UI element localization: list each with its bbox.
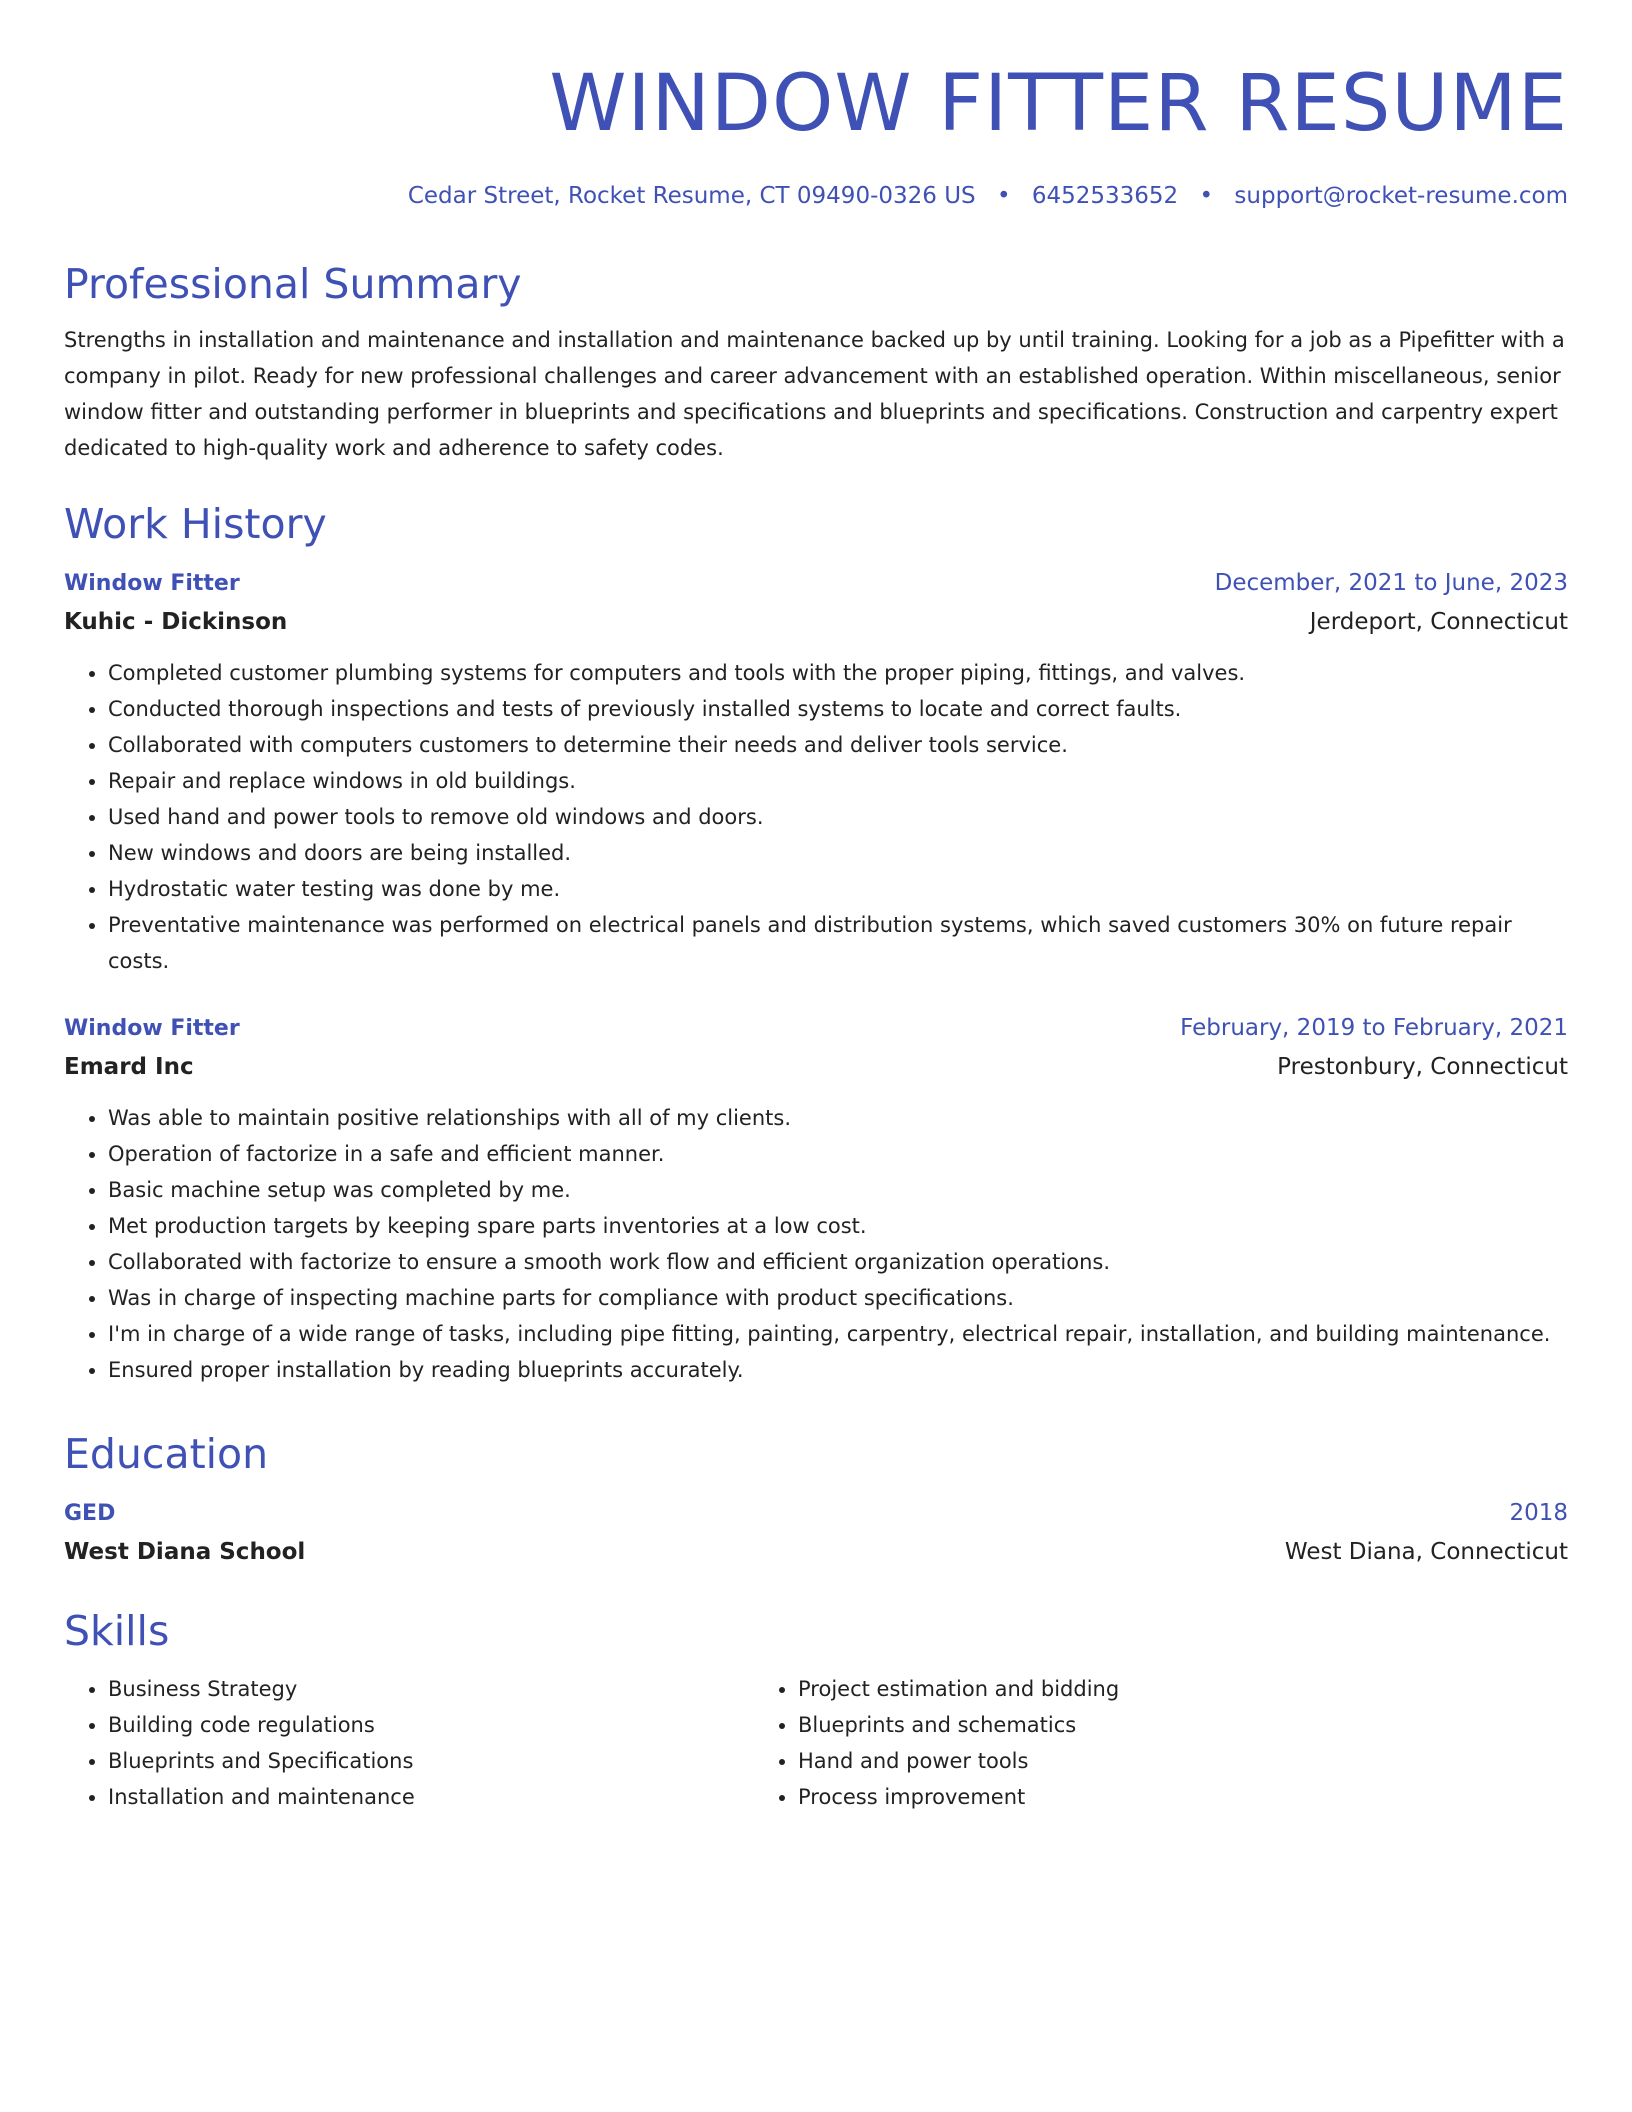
contact-separator: • (996, 183, 1011, 209)
job-bullet: • Was in charge of inspecting machine parts for compliance with product specifications. (108, 1280, 1568, 1316)
job-bullet: • Used hand and power tools to remove old windows and doors. (108, 799, 1568, 835)
skills-title: Skills (64, 1607, 170, 1655)
skill-item: • Business Strategy (108, 1671, 754, 1707)
job-dates: December, 2021 to June, 2023 (1214, 570, 1568, 596)
skills-list-left (64, 1671, 754, 1815)
job-dates: February, 2019 to February, 2021 (1180, 1015, 1568, 1041)
skill-item: • Project estimation and bidding (798, 1671, 1554, 1707)
work-history-title: Work History (64, 500, 327, 548)
summary-title: Professional Summary (64, 260, 522, 308)
job-title: Window Fitter (64, 1016, 240, 1041)
job-bullets (64, 1100, 1568, 1388)
job-bullet: • Completed customer plumbing systems for computers and tools with the proper piping, fittings, and valves. (108, 655, 1568, 691)
job-bullet: • Operation of factorize in a safe and efficient manner. (108, 1136, 1568, 1172)
education-title: Education (64, 1430, 269, 1478)
education-location: West Diana, Connecticut (1284, 1539, 1568, 1565)
job-bullet: • Collaborated with computers customers to determine their needs and deliver tools service. (108, 727, 1568, 763)
job-bullet: • Basic machine setup was completed by me. (108, 1172, 1568, 1208)
skills-section (64, 1605, 1568, 1815)
contact-phone[interactable]: 6452533652 (1031, 183, 1179, 209)
job-bullet: • Repair and replace windows in old buildings. (108, 763, 1568, 799)
job-entry (64, 564, 1568, 979)
skill-item: • Hand and power tools (798, 1743, 1554, 1779)
resume-name: WINDOW FITTER RESUME (549, 59, 1568, 149)
job-bullets (64, 655, 1568, 979)
job-location: Jerdeport, Connecticut (1309, 609, 1568, 635)
job-company: Emard Inc (64, 1054, 194, 1080)
job-company: Kuhic - Dickinson (64, 609, 288, 635)
work-history-section (64, 498, 1568, 1388)
job-bullet: • Hydrostatic water testing was done by me. (108, 871, 1568, 907)
education-school: West Diana School (64, 1539, 306, 1565)
job-bullet: • New windows and doors are being installed. (108, 835, 1568, 871)
job-title: Window Fitter (64, 571, 240, 596)
skills-columns (64, 1671, 1568, 1815)
skill-item: • Process improvement (798, 1779, 1554, 1815)
job-bullet: • Collaborated with factorize to ensure a smooth work flow and efficient organization operations. (108, 1244, 1568, 1280)
skills-list-right (754, 1671, 1554, 1815)
education-degree: GED (64, 1501, 116, 1526)
summary-text: Strengths in installation and maintenance and installation and maintenance backed up by until training. Looking for a job as a Pipefitter with a company in pilot. Ready for new professional challenges and career advancement with an established operation. Within miscellaneous, senior window fitter and outstanding performer in blueprints and specifications and blueprints and specifications. Construction and carpentry expert dedicated to high-quality work and adherence to safety codes. (64, 328, 1565, 460)
job-bullet: • Ensured proper installation by reading blueprints accurately. (108, 1352, 1568, 1388)
job-bullet: • Preventative maintenance was performed on electrical panels and distribution systems, which saved customers 30% on future repair costs. (108, 907, 1568, 979)
job-subheader (64, 1048, 1568, 1086)
contact-email[interactable]: support@rocket-resume.com (1234, 183, 1568, 209)
job-header (64, 1009, 1568, 1048)
education-entry (64, 1494, 1568, 1571)
education-subheader (64, 1533, 1568, 1571)
job-subheader (64, 603, 1568, 641)
job-header (64, 564, 1568, 603)
education-year: 2018 (1509, 1500, 1568, 1526)
skill-item: • Building code regulations (108, 1707, 754, 1743)
summary-section (64, 258, 1568, 466)
job-bullet: • I'm in charge of a wide range of tasks, including pipe fitting, painting, carpentry, electrical repair, installation, and building maintenance. (108, 1316, 1568, 1352)
skill-item: • Blueprints and schematics (798, 1707, 1554, 1743)
job-location: Prestonbury, Connecticut (1277, 1054, 1568, 1080)
job-bullet: • Met production targets by keeping spare parts inventories at a low cost. (108, 1208, 1568, 1244)
job-bullet: • Conducted thorough inspections and tests of previously installed systems to locate and correct faults. (108, 691, 1568, 727)
contact-address: Cedar Street, Rocket Resume, CT 09490-0326 US (407, 183, 976, 209)
skill-item: • Blueprints and Specifications (108, 1743, 754, 1779)
skill-item: • Installation and maintenance (108, 1779, 754, 1815)
education-section (64, 1428, 1568, 1571)
job-bullet: • Was able to maintain positive relationships with all of my clients. (108, 1100, 1568, 1136)
contact-line (408, 180, 1568, 212)
job-entry (64, 1009, 1568, 1388)
education-header (64, 1494, 1568, 1533)
contact-separator: • (1199, 183, 1214, 209)
